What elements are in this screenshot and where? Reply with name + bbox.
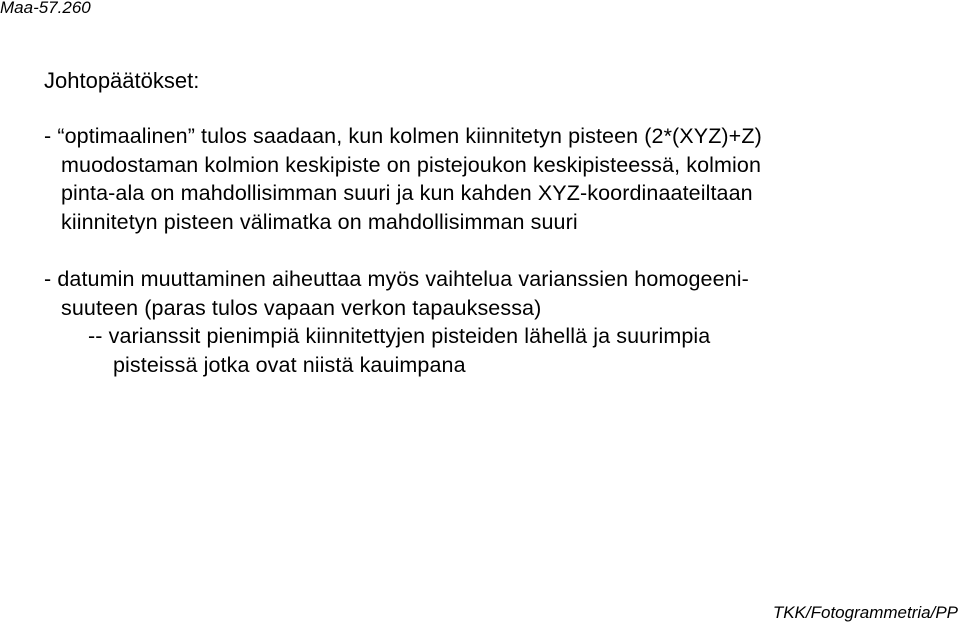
sub-bullet-line: pisteissä jotka ovat niistä kauimpana: [113, 353, 466, 377]
sub-bullet-line: -- varianssit pienimpiä kiinnitettyjen pisteiden lähellä ja suurimpia: [88, 324, 711, 348]
course-code: Maa-57.260: [0, 0, 91, 17]
bullet-line: - “optimaalinen” tulos saadaan, kun kolmen kiinnitetyn pisteen (2*(XYZ)+Z): [44, 124, 762, 148]
bullet-line: - datumin muuttaminen aiheuttaa myös vaihtelua varianssien homogeeni-: [44, 267, 749, 291]
bullet-line: suuteen (paras tulos vapaan verkon tapauksessa): [61, 296, 542, 320]
bullet-line: muodostaman kolmion keskipiste on pistejoukon keskipisteessä, kolmion: [61, 153, 762, 177]
bullet-line: kiinnitetyn pisteen välimatka on mahdollisimman suuri: [61, 210, 578, 234]
slide-title: Johtopäätökset:: [44, 68, 200, 93]
footer-organization: TKK/Fotogrammetria/PP: [772, 603, 958, 622]
bullet-line: pinta-ala on mahdollisimman suuri ja kun kahden XYZ-koordinaateiltaan: [61, 181, 753, 205]
